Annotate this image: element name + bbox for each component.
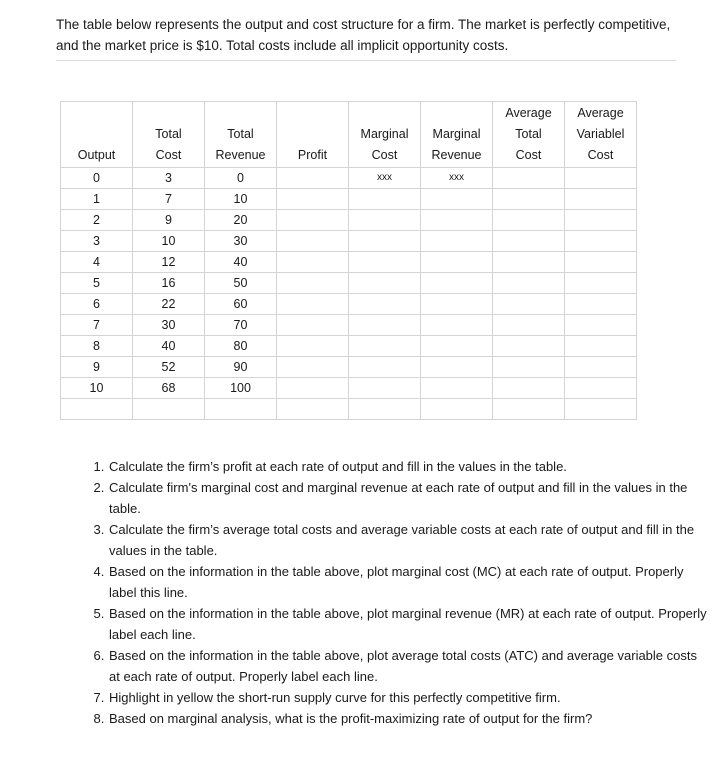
table-cell [565, 210, 637, 231]
header-row [61, 102, 637, 168]
column-header-line [349, 103, 420, 124]
task-item: 4. Based on the information in the table above, plot marginal cost (MC) at each rate of output. Properly label this line. [108, 561, 708, 603]
table-cell [421, 231, 493, 252]
column-header-line: Total [155, 127, 182, 141]
table-cell [61, 399, 133, 420]
column-header [277, 102, 349, 168]
column-header-line: Cost [155, 148, 182, 162]
table-cell [421, 378, 493, 399]
table-cell [349, 336, 421, 357]
table-cell [565, 231, 637, 252]
table-cell [493, 399, 565, 420]
task-item: 8. Based on marginal analysis, what is the profit-maximizing rate of output for the firm? [108, 708, 708, 729]
table-cell [277, 399, 349, 420]
task-item: 1. Calculate the firm’s profit at each rate of output and fill in the values in the table. [108, 456, 708, 477]
table-cell [421, 210, 493, 231]
table-cell [565, 294, 637, 315]
table-cell [349, 273, 421, 294]
column-header-line: Profit [297, 148, 328, 162]
table-cell: 7 [133, 189, 205, 210]
column-header [349, 102, 421, 168]
table-cell [493, 294, 565, 315]
table-row [61, 336, 637, 357]
column-header-line: Total [227, 127, 254, 141]
table-cell [349, 189, 421, 210]
table-cell: 100 [205, 378, 277, 399]
column-header-line: Cost [515, 148, 542, 162]
column-header-line: Marginal [360, 127, 409, 141]
table-cell: 30 [205, 231, 277, 252]
table-cell [421, 357, 493, 378]
table-row [61, 294, 637, 315]
table-row [61, 168, 637, 189]
table-cell [277, 168, 349, 189]
table-cell: 6 [61, 294, 133, 315]
column-header-line: Total [515, 127, 542, 141]
table-cell [205, 399, 277, 420]
column-header-line: Variablel [576, 127, 625, 141]
table-cell: 3 [133, 168, 205, 189]
table-cell: xxx [421, 168, 493, 189]
table-cell [349, 231, 421, 252]
column-header-line: Average [577, 106, 624, 120]
column-header-line [61, 124, 132, 145]
table-cell: 10 [205, 189, 277, 210]
table-row [61, 357, 637, 378]
table-cell [493, 273, 565, 294]
table-cell [493, 168, 565, 189]
task-item: 3. Calculate the firm’s average total costs and average variable costs at each rate of output and fill in the values in the table. [108, 519, 708, 561]
table-cell: 9 [133, 210, 205, 231]
table-cell: 3 [61, 231, 133, 252]
table-cell: 40 [133, 336, 205, 357]
table-cell [493, 231, 565, 252]
table-cell [565, 315, 637, 336]
column-header-line [133, 103, 204, 124]
table-row [61, 231, 637, 252]
table-cell [277, 294, 349, 315]
table-cell: 70 [205, 315, 277, 336]
table-cell: 8 [61, 336, 133, 357]
table-cell: 2 [61, 210, 133, 231]
table-cell [277, 231, 349, 252]
table-row [61, 378, 637, 399]
table-cell [493, 336, 565, 357]
table-cell [493, 315, 565, 336]
table-cell [277, 315, 349, 336]
table-cell [565, 273, 637, 294]
column-header-line: Average [505, 106, 552, 120]
task-item: 6. Based on the information in the table above, plot average total costs (ATC) and average variable costs at each rate of output. Properly label each line. [108, 645, 708, 687]
column-header [421, 102, 493, 168]
table-cell: 9 [61, 357, 133, 378]
table-cell [565, 168, 637, 189]
table-row [61, 189, 637, 210]
table-cell [421, 336, 493, 357]
column-header-line: Cost [587, 148, 614, 162]
table-cell: 5 [61, 273, 133, 294]
column-header [61, 102, 133, 168]
column-header [133, 102, 205, 168]
table-cell [565, 378, 637, 399]
intro-paragraph: The table below represents the output and cost structure for a firm. The market is perfectly competitive, and the market price is $10. Total costs include all implicit opportunity costs. [56, 14, 676, 61]
column-header-line [61, 103, 132, 124]
table-cell [493, 252, 565, 273]
table-cell [277, 252, 349, 273]
table-cell [277, 357, 349, 378]
table-cell [493, 189, 565, 210]
column-header [493, 102, 565, 168]
column-header [565, 102, 637, 168]
table-cell [349, 210, 421, 231]
table-cell [421, 315, 493, 336]
table-cell [421, 252, 493, 273]
table-cell [349, 315, 421, 336]
table-cell [421, 399, 493, 420]
column-header-line [277, 124, 348, 145]
table-cell: 7 [61, 315, 133, 336]
table-cell: 60 [205, 294, 277, 315]
table-cell: 10 [133, 231, 205, 252]
table-cell [565, 336, 637, 357]
column-header-line: Marginal [432, 127, 481, 141]
table-row [61, 252, 637, 273]
table-cell: 12 [133, 252, 205, 273]
table-cell [277, 336, 349, 357]
table-cell [277, 378, 349, 399]
table-cell: 4 [61, 252, 133, 273]
column-header-line [277, 103, 348, 124]
task-item: 2. Calculate firm's marginal cost and marginal revenue at each rate of output and fill in the values in the table. [108, 477, 708, 519]
table-row [61, 315, 637, 336]
table-cell: 80 [205, 336, 277, 357]
table-cell [349, 378, 421, 399]
table-cell: 30 [133, 315, 205, 336]
task-list [80, 456, 708, 729]
task-item: 7. Highlight in yellow the short-run supply curve for this perfectly competitive firm. [108, 687, 708, 708]
table-cell: 40 [205, 252, 277, 273]
table-cell [277, 273, 349, 294]
table-cell [493, 357, 565, 378]
table-cell [421, 294, 493, 315]
table-cell [565, 252, 637, 273]
table-body [61, 168, 637, 420]
table-row [61, 273, 637, 294]
table-cell [565, 357, 637, 378]
table-cell: 50 [205, 273, 277, 294]
table-cell: 68 [133, 378, 205, 399]
cost-structure-table [60, 101, 637, 420]
table-row [61, 399, 637, 420]
column-header-line: Revenue [431, 148, 482, 162]
column-header-line: Output [77, 148, 116, 162]
table-cell [133, 399, 205, 420]
column-header [205, 102, 277, 168]
table-cell: 0 [61, 168, 133, 189]
table-cell [421, 189, 493, 210]
table-cell: 0 [205, 168, 277, 189]
table-cell [277, 210, 349, 231]
table-cell: xxx [349, 168, 421, 189]
column-header-line: Revenue [215, 148, 266, 162]
task-item: 5. Based on the information in the table above, plot marginal revenue (MR) at each rate of output. Properly label each line. [108, 603, 708, 645]
table-cell [421, 273, 493, 294]
table-cell: 1 [61, 189, 133, 210]
table-cell: 90 [205, 357, 277, 378]
table-cell: 16 [133, 273, 205, 294]
table-cell: 52 [133, 357, 205, 378]
column-header-line [421, 103, 492, 124]
column-header-line [205, 103, 276, 124]
table-cell [349, 399, 421, 420]
table-cell: 10 [61, 378, 133, 399]
table-cell [349, 294, 421, 315]
table-row [61, 210, 637, 231]
table-cell [565, 399, 637, 420]
table-cell [493, 210, 565, 231]
table-cell: 20 [205, 210, 277, 231]
table-cell: 22 [133, 294, 205, 315]
table-header [61, 102, 637, 168]
table-cell [349, 357, 421, 378]
table-cell [565, 189, 637, 210]
table-cell [349, 252, 421, 273]
table-cell [493, 378, 565, 399]
table-cell [277, 189, 349, 210]
column-header-line: Cost [371, 148, 398, 162]
